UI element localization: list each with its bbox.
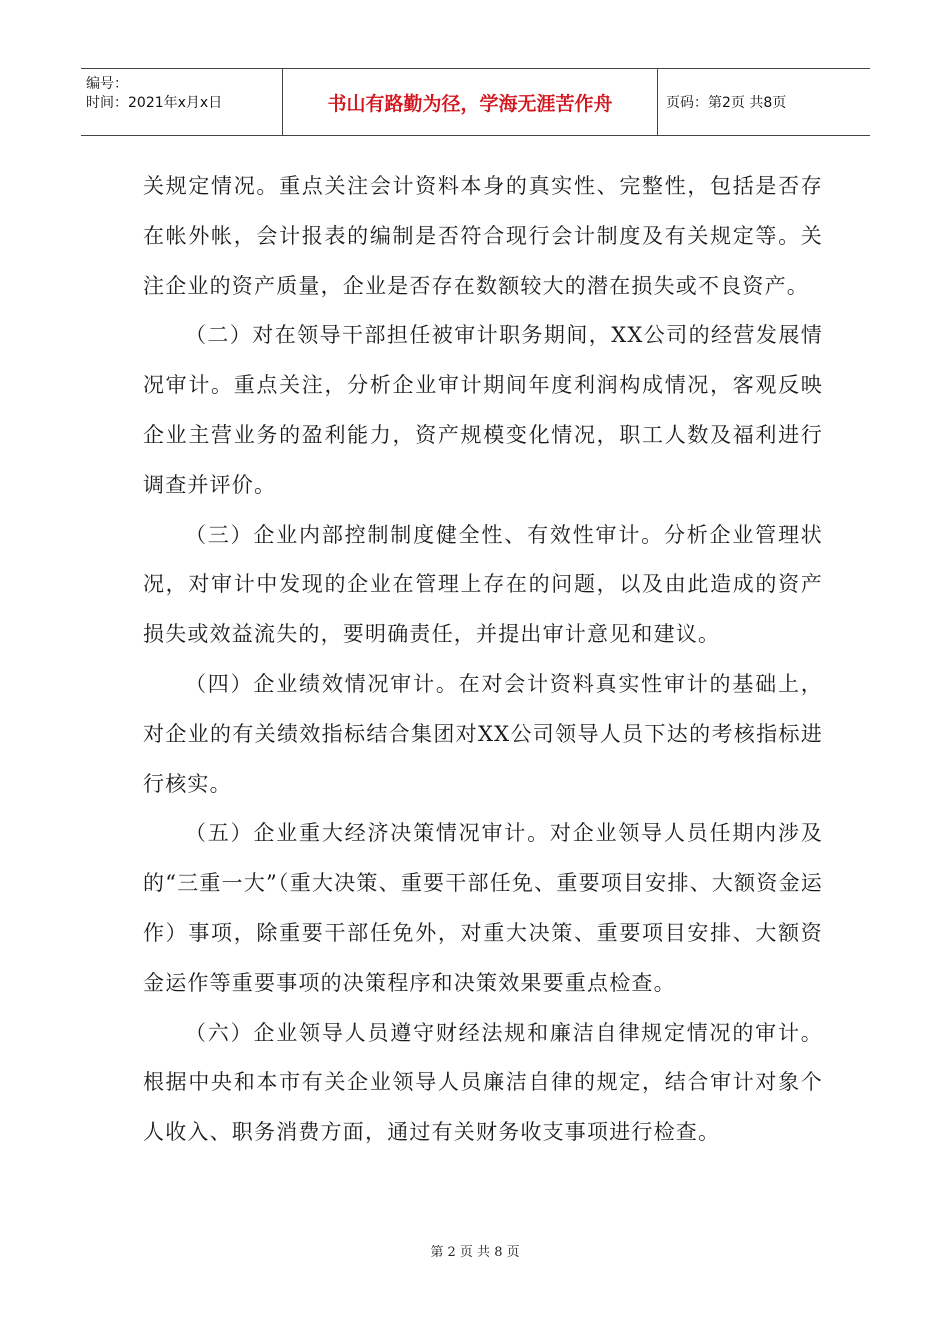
header-motto: 书山有路勤为径，学海无涯苦作舟	[283, 69, 658, 135]
page-footer: 第 2 页 共 8 页	[430, 1245, 520, 1260]
header-page-info: 页码：第2页 共8页	[666, 95, 787, 111]
body-paragraph: （五）企业重大经济决策情况审计。对企业领导人员任期内涉及的“三重一大”（重大决策、重要干部任免、重要项目安排、大额资金运作）事项，除重要干部任免外，对重大决策、重要项目安排、大额资金运作等重要事项的决策程序和决策效果要重点检查。	[143, 821, 823, 995]
document-time-label: 时间：2021年x月x日	[86, 95, 223, 111]
body-paragraph: 关规定情况。重点关注会计资料本身的真实性、完整性，包括是否存在帐外帐，会计报表的编制是否符合现行会计制度及有关规定等。关注企业的资产质量，企业是否存在数额较大的潜在损失或不良资产。	[143, 174, 823, 298]
body-paragraph: （六）企业领导人员遵守财经法规和廉洁自律规定情况的审计。根据中央和本市有关企业领导人员廉洁自律的规定，结合审计对象个人收入、职务消费方面，通过有关财务收支事项进行检查。	[143, 1020, 823, 1145]
body-paragraph: （四）企业绩效情况审计。在对会计资料真实性审计的基础上，对企业的有关绩效指标结合集团对XX公司领导人员下达的考核指标进行核实。	[143, 671, 823, 796]
body-paragraph: （二）对在领导干部担任被审计职务期间，XX公司的经营发展情况审计。重点关注，分析企业审计期间年度利润构成情况，客观反映企业主营业务的盈利能力，资产规模变化情况，职工人数及福利进行调查并评价。	[143, 323, 823, 497]
header-meta-cell	[81, 69, 283, 135]
document-number-label: 编号：	[86, 76, 128, 92]
document-body	[143, 162, 823, 1158]
document-header	[81, 68, 870, 136]
body-paragraph: （三）企业内部控制制度健全性、有效性审计。分析企业管理状况，对审计中发现的企业在管理上存在的问题，以及由此造成的资产损失或效益流失的，要明确责任，并提出审计意见和建议。	[143, 522, 823, 647]
